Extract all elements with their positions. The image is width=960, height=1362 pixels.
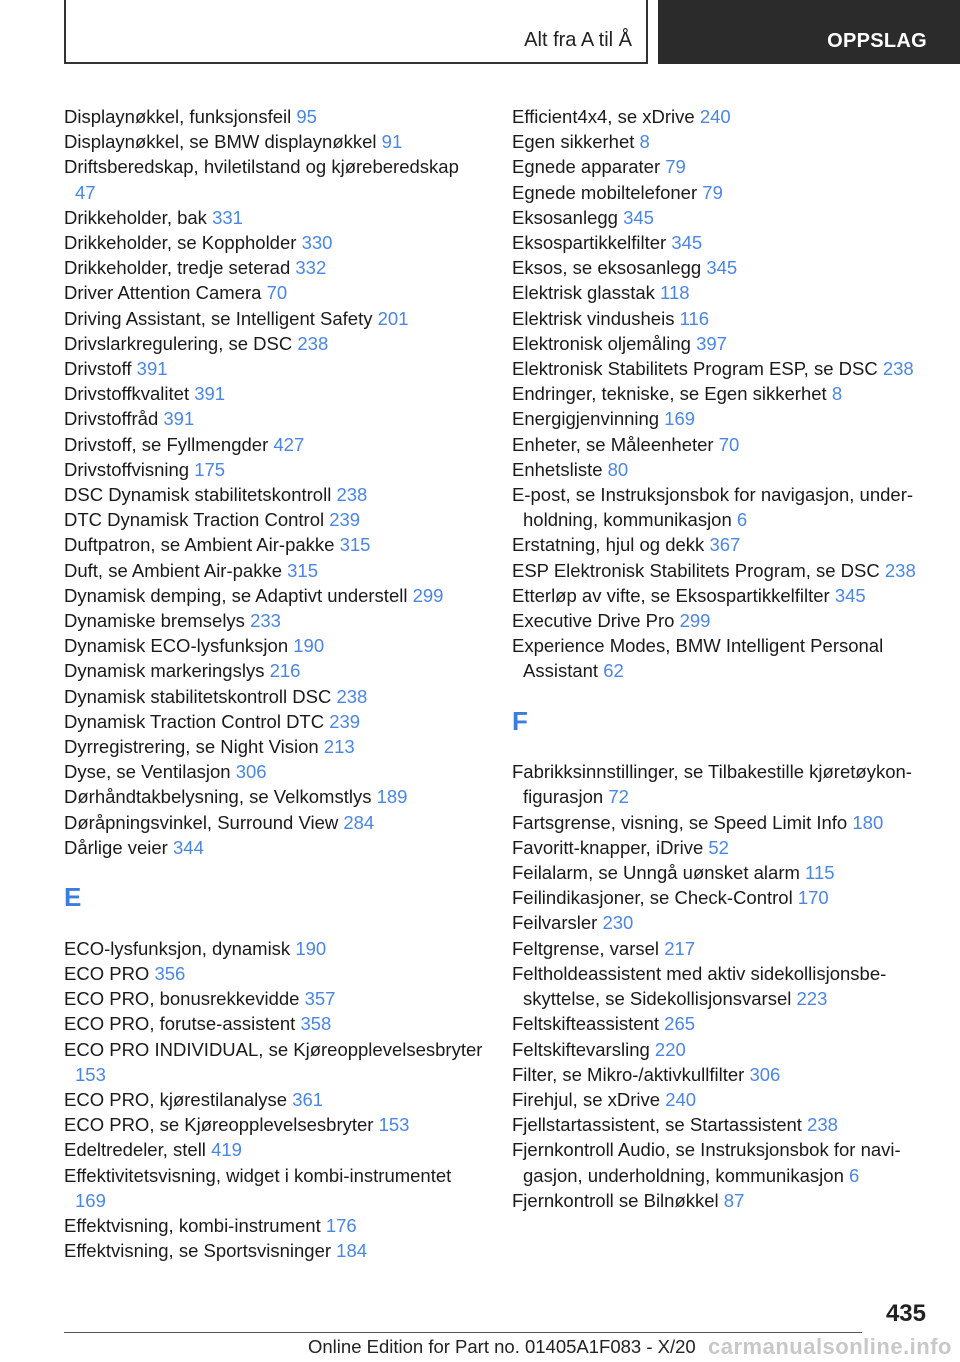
index-entry-text: Fjernkontroll se Bilnøkkel <box>512 1189 719 1211</box>
index-page-link[interactable]: 238 <box>297 332 329 354</box>
index-entry-text: Egnede apparater <box>512 156 661 178</box>
index-entry-text: Displaynøkkel, funksjonsfeil <box>64 106 292 127</box>
index-page-link[interactable]: 299 <box>412 584 444 606</box>
index-entry <box>64 986 484 1011</box>
index-entry <box>512 1112 932 1137</box>
section-letter: E <box>64 882 82 913</box>
index-page-link[interactable]: 70 <box>266 282 288 304</box>
index-entry-text: Feltskifteassistent <box>512 1013 660 1035</box>
index-entry-text: Energigjenvinning <box>512 408 660 430</box>
index-page-link[interactable]: 330 <box>301 232 333 254</box>
index-page-link[interactable]: 306 <box>749 1063 781 1085</box>
index-entry-text: Enheter, se Måleenheter <box>512 433 714 455</box>
index-entry <box>512 759 932 809</box>
footer-edition: Online Edition for Part no. 01405A1F083 - X/20 <box>308 1336 696 1357</box>
index-page-link[interactable]: 201 <box>377 307 409 329</box>
index-entry <box>512 306 932 331</box>
index-page-link[interactable]: 153 <box>378 1114 410 1136</box>
index-page-link[interactable]: 391 <box>194 383 226 405</box>
index-entry-text: Driver Attention Camera <box>64 282 262 304</box>
header-chapter-title: OPPSLAG <box>827 30 927 52</box>
index-page-link[interactable]: 233 <box>250 610 281 632</box>
index-entry <box>64 784 484 809</box>
index-entry-text: Efficient4x4, se xDrive <box>512 106 695 127</box>
index-page-link[interactable]: 170 <box>797 887 829 909</box>
index-entry <box>64 810 484 835</box>
footer-divider <box>64 1332 862 1333</box>
index-entry <box>64 709 484 734</box>
index-entry-text: Elektrisk vindusheis <box>512 307 675 329</box>
index-entry <box>64 961 484 986</box>
index-page-link[interactable]: 8 <box>639 131 650 153</box>
index-entry <box>512 432 932 457</box>
index-entry-text: Fabrikksinnstillinger, se Tilbakestille kjøretøykonfigurasjon <box>512 761 912 808</box>
index-page-link[interactable]: 299 <box>679 610 711 632</box>
index-entry-text: Dyse, se Ventilasjon <box>64 761 231 783</box>
index-page-link[interactable]: 238 <box>336 484 368 506</box>
index-entry-text: Dårlige veier <box>64 836 168 858</box>
index-page-link[interactable]: 265 <box>664 1013 696 1035</box>
index-entry-text: Drivslarkregulering, se DSC <box>64 332 293 354</box>
index-entry <box>64 331 484 356</box>
index-entry <box>64 1163 484 1213</box>
index-page-link[interactable]: 190 <box>295 937 327 959</box>
index-entry-text: DSC Dynamisk stabilitetskontroll <box>64 484 332 506</box>
index-entry <box>512 331 932 356</box>
index-entry-text: Døråpningsvinkel, Surround View <box>64 811 339 833</box>
index-page-link[interactable]: 216 <box>269 660 301 682</box>
header-chapter-box <box>658 0 960 64</box>
index-entry-text: ECO PRO, kjørestilanalyse <box>64 1088 288 1110</box>
index-page-link[interactable]: 217 <box>664 937 696 959</box>
index-entry-text: ECO-lysfunksjon, dynamisk <box>64 937 291 959</box>
index-entry <box>64 1112 484 1137</box>
index-entry <box>512 910 932 935</box>
index-entry-text: Egen sikkerhet <box>512 131 635 153</box>
index-page-link[interactable]: 358 <box>300 1013 332 1035</box>
index-entry-text: Edeltredeler, stell <box>64 1139 206 1161</box>
index-entry-text: Drivstoff <box>64 358 132 380</box>
index-entry-text: Fjellstartassistent, se Startassistent <box>512 1114 802 1136</box>
index-entry-text: Experience Modes, BMW Intelligent Personal Assistant <box>512 635 884 682</box>
index-entry-text: ECO PRO INDIVIDUAL, se Kjøreopplevelsesbryter <box>64 1038 483 1060</box>
index-entry <box>64 1238 484 1263</box>
index-entry <box>64 532 484 557</box>
index-entry <box>512 1037 932 1062</box>
index-entry <box>64 1213 484 1238</box>
index-page-link[interactable]: 6 <box>849 1164 860 1186</box>
index-entry <box>64 583 484 608</box>
index-page-link[interactable]: 70 <box>718 433 740 455</box>
index-entry <box>64 759 484 784</box>
index-entry-text: Drikkeholder, tredje seterad <box>64 257 291 279</box>
index-page-link[interactable]: 47 <box>75 181 96 203</box>
index-entry-text: Driving Assistant, se Intelligent Safety <box>64 307 373 329</box>
index-entry-text: ESP Elektronisk Stabilitets Program, se DSC <box>512 559 880 581</box>
index-entry <box>512 835 932 860</box>
index-page-link[interactable]: 391 <box>136 358 168 380</box>
index-entry <box>64 406 484 431</box>
index-page-link[interactable]: 356 <box>154 962 186 984</box>
index-page-link[interactable]: 52 <box>708 836 729 858</box>
index-page-link[interactable]: 427 <box>273 433 305 455</box>
index-entry <box>64 658 484 683</box>
index-page-link[interactable]: 419 <box>211 1139 242 1161</box>
index-entry-text: ECO PRO, se Kjøreopplevelsesbryter <box>64 1114 374 1136</box>
index-entry <box>64 432 484 457</box>
index-page-link[interactable]: 238 <box>807 1114 838 1136</box>
index-entry-text: Eksos, se eksosanlegg <box>512 257 702 279</box>
index-entry <box>512 1087 932 1112</box>
index-page-link[interactable]: 239 <box>329 710 361 732</box>
index-entry-text: Egnede mobiltelefoner <box>512 181 698 203</box>
index-entry <box>512 961 932 1011</box>
index-entry <box>64 356 484 381</box>
index-entry <box>512 583 932 608</box>
index-page-link[interactable]: 220 <box>654 1038 686 1060</box>
index-entry <box>64 230 484 255</box>
index-page-link[interactable]: 357 <box>304 988 336 1010</box>
index-entry <box>512 936 932 961</box>
index-page-link[interactable]: 397 <box>696 332 727 354</box>
index-entry <box>512 860 932 885</box>
index-page-link[interactable]: 8 <box>831 383 843 405</box>
index-page-link[interactable]: 344 <box>173 836 204 858</box>
index-entry-text: Duft, se Ambient Air-pakke <box>64 559 282 581</box>
index-page-link[interactable]: 87 <box>723 1189 745 1211</box>
index-page-link[interactable]: 80 <box>607 458 629 480</box>
index-entry-text: DTC Dynamisk Traction Control <box>64 509 325 531</box>
index-entry-text: Effektivitetsvisning, widget i kombi-instrumentet <box>64 1164 452 1186</box>
index-entry <box>64 457 484 482</box>
index-entry <box>64 482 484 507</box>
index-page-link[interactable]: 184 <box>336 1240 368 1262</box>
index-entry-text: Drikkeholder, se Koppholder <box>64 232 297 254</box>
index-page-link[interactable]: 180 <box>852 811 884 833</box>
index-page-link[interactable]: 62 <box>603 660 624 682</box>
index-entry <box>512 1011 932 1036</box>
index-entry-text: Elektronisk Stabilitets Program ESP, se DSC <box>512 358 878 380</box>
index-entry <box>64 608 484 633</box>
index-entry <box>512 129 932 154</box>
index-entry <box>64 1037 484 1087</box>
index-page-link[interactable]: 367 <box>709 534 741 556</box>
index-entry <box>64 1087 484 1112</box>
index-entry <box>64 255 484 280</box>
index-entry-text: Feilindikasjoner, se Check-Control <box>512 887 793 909</box>
index-entry-text: Dynamisk ECO-lysfunksjon <box>64 635 289 657</box>
index-page-link[interactable]: 169 <box>75 1189 106 1211</box>
index-entry <box>512 482 932 532</box>
index-page-link[interactable]: 115 <box>805 862 835 884</box>
index-entry-text: Drivstoffråd <box>64 408 159 430</box>
index-page-link[interactable]: 176 <box>325 1214 357 1236</box>
index-entry <box>64 1137 484 1162</box>
index-page-link[interactable]: 189 <box>376 786 408 808</box>
index-entry-text: Drivstoff, se Fyllmengder <box>64 433 269 455</box>
index-column-right <box>512 104 932 1213</box>
index-entry <box>64 129 484 154</box>
index-entry-text: Drivstoffvisning <box>64 458 190 480</box>
index-entry <box>512 558 932 583</box>
index-entry-text: Dynamisk markeringslys <box>64 660 265 682</box>
index-page-link[interactable]: 91 <box>381 131 403 153</box>
index-entry-text: Feltgrense, varsel <box>512 937 660 959</box>
index-entry <box>64 1011 484 1036</box>
index-entry-text: Driftsberedskap, hviletilstand og kjøreberedskap <box>64 156 459 178</box>
index-page-link[interactable]: 284 <box>343 811 375 833</box>
index-page-link[interactable]: 391 <box>163 408 195 430</box>
index-page-link[interactable]: 345 <box>671 232 703 254</box>
index-page-link[interactable]: 116 <box>679 307 710 329</box>
section-letter: F <box>512 705 528 736</box>
index-entry <box>512 1188 932 1213</box>
index-page-link[interactable]: 238 <box>336 685 368 707</box>
index-entry <box>512 1062 932 1087</box>
index-page-link[interactable]: 153 <box>75 1063 106 1085</box>
index-entry-text: Fjernkontroll Audio, se Instruksjonsbok for navigasjon, underholdning, kommunikasjon <box>512 1139 901 1186</box>
index-entry-text: Eksospartikkelfilter <box>512 232 667 254</box>
index-page-link[interactable]: 79 <box>702 181 723 203</box>
index-entry <box>64 936 484 961</box>
index-entry <box>512 356 932 381</box>
index-entry <box>512 381 932 406</box>
index-entry-text: Feltholdeassistent med aktiv sidekollisjonsbeskyttelse, se Sidekollisjonsvarsel <box>512 962 887 1010</box>
index-page-link[interactable]: 306 <box>235 761 267 783</box>
index-entry-text: Duftpatron, se Ambient Air-pakke <box>64 534 335 556</box>
index-page-link[interactable]: 213 <box>323 736 355 758</box>
index-entry-text: Dynamisk demping, se Adaptivt understell <box>64 584 408 606</box>
index-page-link[interactable]: 169 <box>664 408 696 430</box>
index-entry-text: Dynamiske bremselys <box>64 610 245 632</box>
index-entry-text: Firehjul, se xDrive <box>512 1088 661 1110</box>
index-entry <box>512 608 932 633</box>
header-section-box <box>64 0 648 64</box>
index-entry <box>64 306 484 331</box>
index-entry <box>64 280 484 305</box>
header-section-title: Alt fra A til Å <box>524 29 632 51</box>
index-page-link[interactable]: 240 <box>699 106 731 127</box>
index-entry-text: Erstatning, hjul og dekk <box>512 534 705 556</box>
index-entry <box>512 104 932 129</box>
index-entry <box>64 104 484 129</box>
index-entry <box>512 810 932 835</box>
index-entry <box>64 558 484 583</box>
index-entry-text: Displaynøkkel, se BMW displaynøkkel <box>64 131 377 153</box>
index-entry-text: Feilalarm, se Unngå uønsket alarm <box>512 862 800 884</box>
index-entry <box>512 457 932 482</box>
index-entry <box>512 205 932 230</box>
index-entry-text: ECO PRO <box>64 962 150 984</box>
index-page-link[interactable]: 332 <box>295 257 327 279</box>
index-entry <box>64 154 484 204</box>
index-page-link[interactable]: 79 <box>665 156 686 178</box>
index-entry <box>512 255 932 280</box>
index-entry-text: Etterløp av vifte, se Eksospartikkelfilter <box>512 584 830 606</box>
index-page-link[interactable]: 223 <box>796 988 828 1010</box>
index-entry-text: Fartsgrense, visning, se Speed Limit Info <box>512 811 848 833</box>
page-number: 435 <box>885 1300 926 1327</box>
index-entry-text: Dynamisk stabilitetskontroll DSC <box>64 685 332 707</box>
index-page-link[interactable]: 239 <box>329 509 361 531</box>
index-entry-text: Drivstoffkvalitet <box>64 383 190 405</box>
index-entry <box>64 835 484 860</box>
index-entry <box>512 1137 932 1187</box>
index-entry-text: Enhetsliste <box>512 458 603 480</box>
index-entry-text: Effektvisning, kombi-instrument <box>64 1214 321 1236</box>
index-entry-text: Dørhåndtakbelysning, se Velkomstlys <box>64 786 372 808</box>
index-page-link[interactable]: 345 <box>834 584 866 606</box>
index-entry <box>512 280 932 305</box>
index-page-link[interactable]: 118 <box>660 282 690 304</box>
index-entry-text: Favoritt-knapper, iDrive <box>512 836 704 858</box>
index-page-link[interactable]: 190 <box>293 635 325 657</box>
index-page-link[interactable]: 230 <box>602 912 634 934</box>
index-page-link[interactable]: 95 <box>296 106 317 127</box>
index-entry-text: E-post, se Instruksjonsbok for navigasjon, underholdning, kommunikasjon <box>512 484 914 531</box>
index-entry-text: Feilvarsler <box>512 912 598 934</box>
index-entry <box>64 507 484 532</box>
index-entry-text: Dyrregistrering, se Night Vision <box>64 736 319 758</box>
index-page-link[interactable]: 315 <box>287 559 319 581</box>
index-column-left <box>64 104 484 1263</box>
index-entry-text: Elektrisk glasstak <box>512 282 655 304</box>
index-entry-text: Feltskiftevarsling <box>512 1038 650 1060</box>
index-page-link[interactable]: 315 <box>339 534 371 556</box>
index-entry-text: Endringer, tekniske, se Egen sikkerhet <box>512 383 827 405</box>
index-entry-text: Filter, se Mikro-/aktivkullfilter <box>512 1063 745 1085</box>
index-page-link[interactable]: 238 <box>884 559 916 581</box>
index-page-link[interactable]: 361 <box>292 1088 324 1110</box>
index-entry <box>512 406 932 431</box>
index-entry <box>512 633 932 683</box>
index-page-link[interactable]: 6 <box>736 509 748 531</box>
index-page-link[interactable]: 240 <box>665 1088 697 1110</box>
index-page-link[interactable]: 238 <box>882 358 914 380</box>
index-entry <box>64 381 484 406</box>
index-entry <box>64 205 484 230</box>
index-entry <box>512 230 932 255</box>
watermark: carmanualsonline.info <box>708 1334 952 1359</box>
index-entry-text: Eksosanlegg <box>512 206 618 228</box>
index-page-link[interactable]: 72 <box>608 786 629 808</box>
index-entry-text: Elektronisk oljemåling <box>512 332 691 354</box>
index-entry <box>64 734 484 759</box>
index-entry-text: Dynamisk Traction Control DTC <box>64 710 325 732</box>
index-entry <box>64 633 484 658</box>
index-entry <box>64 684 484 709</box>
index-entry-text: Effektvisning, se Sportsvisninger <box>64 1240 332 1262</box>
index-page-link[interactable]: 345 <box>623 206 654 228</box>
index-page-link[interactable]: 331 <box>212 206 243 228</box>
index-entry <box>512 180 932 205</box>
index-entry <box>512 154 932 179</box>
index-page-link[interactable]: 175 <box>194 458 226 480</box>
index-entry-text: ECO PRO, bonusrekkevidde <box>64 988 300 1010</box>
index-entry <box>512 885 932 910</box>
index-page-link[interactable]: 345 <box>706 257 738 279</box>
index-entry-text: Drikkeholder, bak <box>64 206 207 228</box>
index-entry-text: Executive Drive Pro <box>512 610 675 632</box>
index-entry <box>512 532 932 557</box>
index-entry-text: ECO PRO, forutse-assistent <box>64 1013 296 1035</box>
